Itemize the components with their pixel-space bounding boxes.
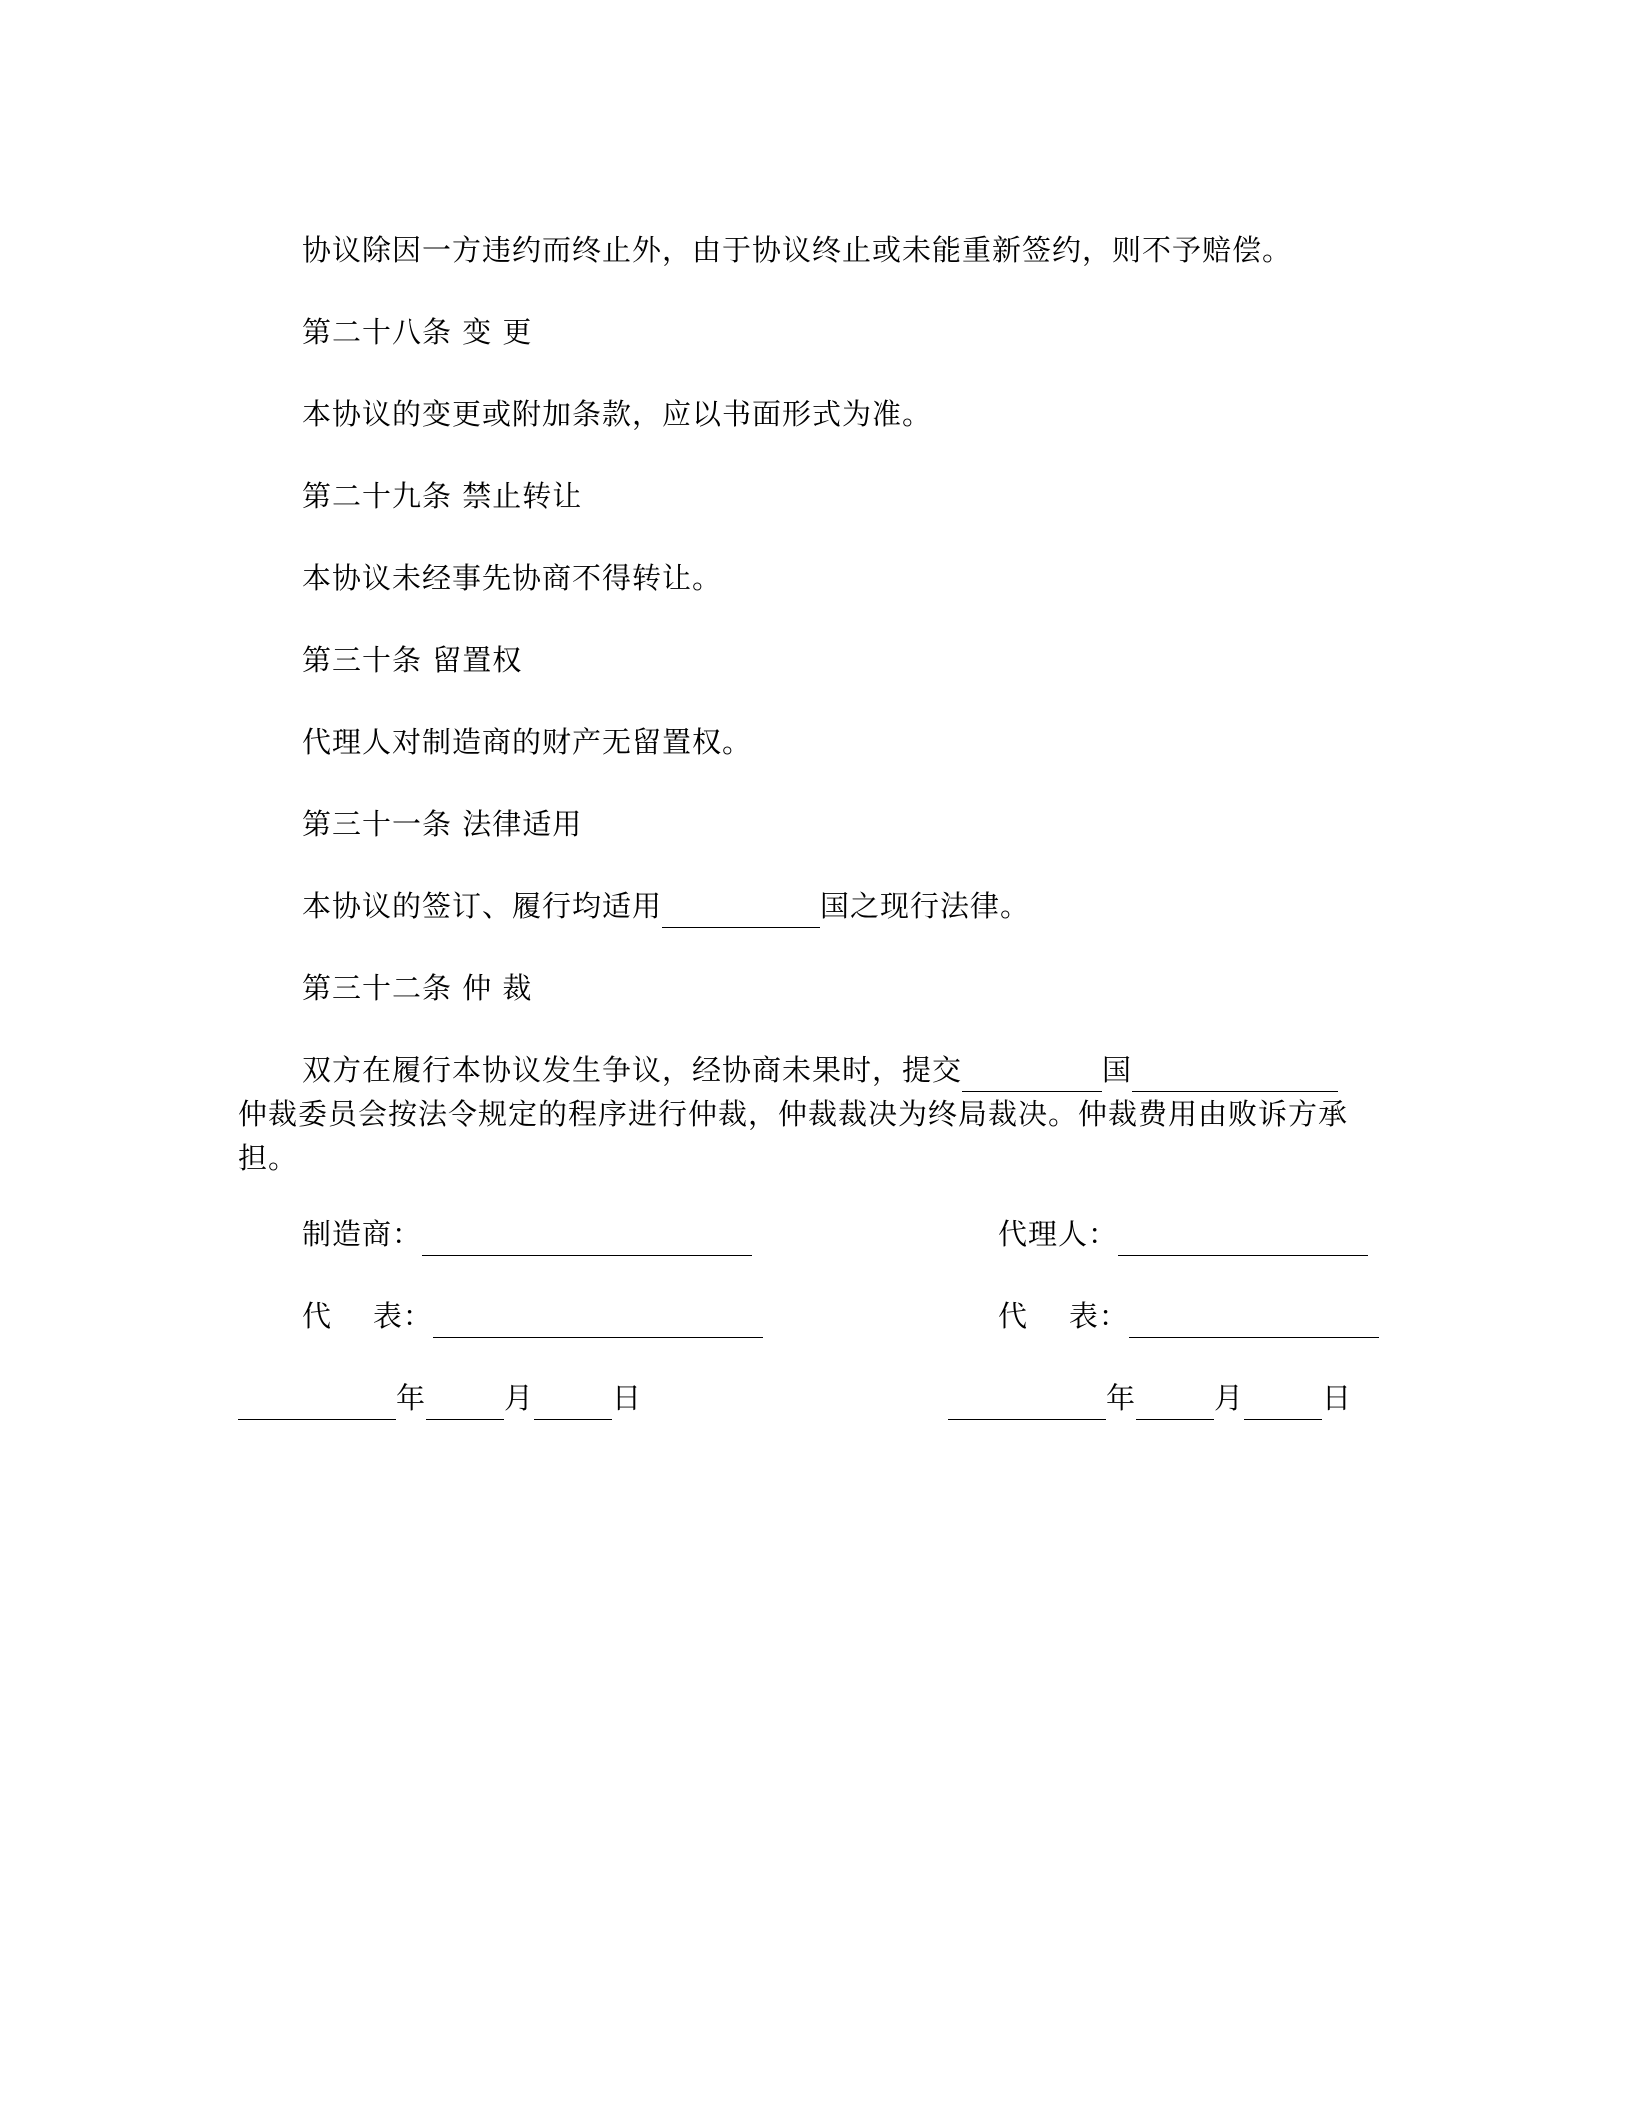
year-label: 年	[396, 1381, 427, 1415]
agent-signature-line	[998, 1212, 1368, 1256]
arbitration-commission-blank	[1132, 1061, 1338, 1092]
article-32-text-part2: 国	[1102, 1053, 1133, 1087]
article-31-text	[302, 884, 1030, 928]
manufacturer-date-line	[238, 1376, 642, 1420]
manufacturer-year-blank	[238, 1389, 396, 1420]
manufacturer-representative-line	[302, 1294, 763, 1338]
article-32-heading: 第三十二条 仲 裁	[302, 971, 533, 1005]
article-29-heading: 第二十九条 禁止转让	[302, 479, 583, 513]
day-label: 日	[612, 1381, 643, 1415]
manufacturer-month-blank	[426, 1389, 504, 1420]
agent-rep-blank	[1129, 1307, 1379, 1338]
agent-day-blank	[1244, 1389, 1322, 1420]
agent-blank	[1118, 1225, 1368, 1256]
manufacturer-rep-blank	[433, 1307, 763, 1338]
article-30-text: 代理人对制造商的财产无留置权。	[302, 725, 753, 759]
month-label: 月	[1214, 1381, 1245, 1415]
article-32-text-continued: 仲裁委员会按法令规定的程序进行仲裁，仲裁裁决为终局裁决。仲裁费用由败诉方承担。	[238, 1097, 1349, 1175]
arbitration-country-blank	[962, 1061, 1102, 1092]
agent-rep-label: 代 表：	[998, 1299, 1129, 1333]
article-28-text: 本协议的变更或附加条款，应以书面形式为准。	[302, 397, 933, 431]
year-label: 年	[1106, 1381, 1137, 1415]
month-label: 月	[504, 1381, 535, 1415]
article-31-text-part1: 本协议的签订、履行均适用	[302, 889, 663, 923]
manufacturer-label: 制造商：	[302, 1217, 423, 1251]
article-32-text-part1: 双方在履行本协议发生争议，经协商未果时，提交	[302, 1053, 963, 1087]
day-label: 日	[1322, 1381, 1353, 1415]
article-28-heading: 第二十八条 变 更	[302, 315, 533, 349]
agent-representative-line	[998, 1294, 1379, 1338]
law-country-blank	[662, 897, 820, 928]
article-32-text-line1	[302, 1048, 1338, 1092]
article-31-heading: 第三十一条 法律适用	[302, 807, 583, 841]
article-30-heading: 第三十条 留置权	[302, 643, 523, 677]
article-31-text-part2: 国之现行法律。	[820, 889, 1031, 923]
manufacturer-rep-label: 代 表：	[302, 1299, 433, 1333]
manufacturer-blank	[422, 1225, 752, 1256]
agent-date-line	[948, 1376, 1352, 1420]
agent-label: 代理人：	[998, 1217, 1119, 1251]
manufacturer-day-blank	[534, 1389, 612, 1420]
agent-month-blank	[1136, 1389, 1214, 1420]
agent-year-blank	[948, 1389, 1106, 1420]
paragraph-termination-compensation: 协议除因一方违约而终止外，由于协议终止或未能重新签约，则不予赔偿。	[302, 233, 1293, 267]
article-29-text: 本协议未经事先协商不得转让。	[302, 561, 723, 595]
manufacturer-signature-line	[302, 1212, 752, 1256]
